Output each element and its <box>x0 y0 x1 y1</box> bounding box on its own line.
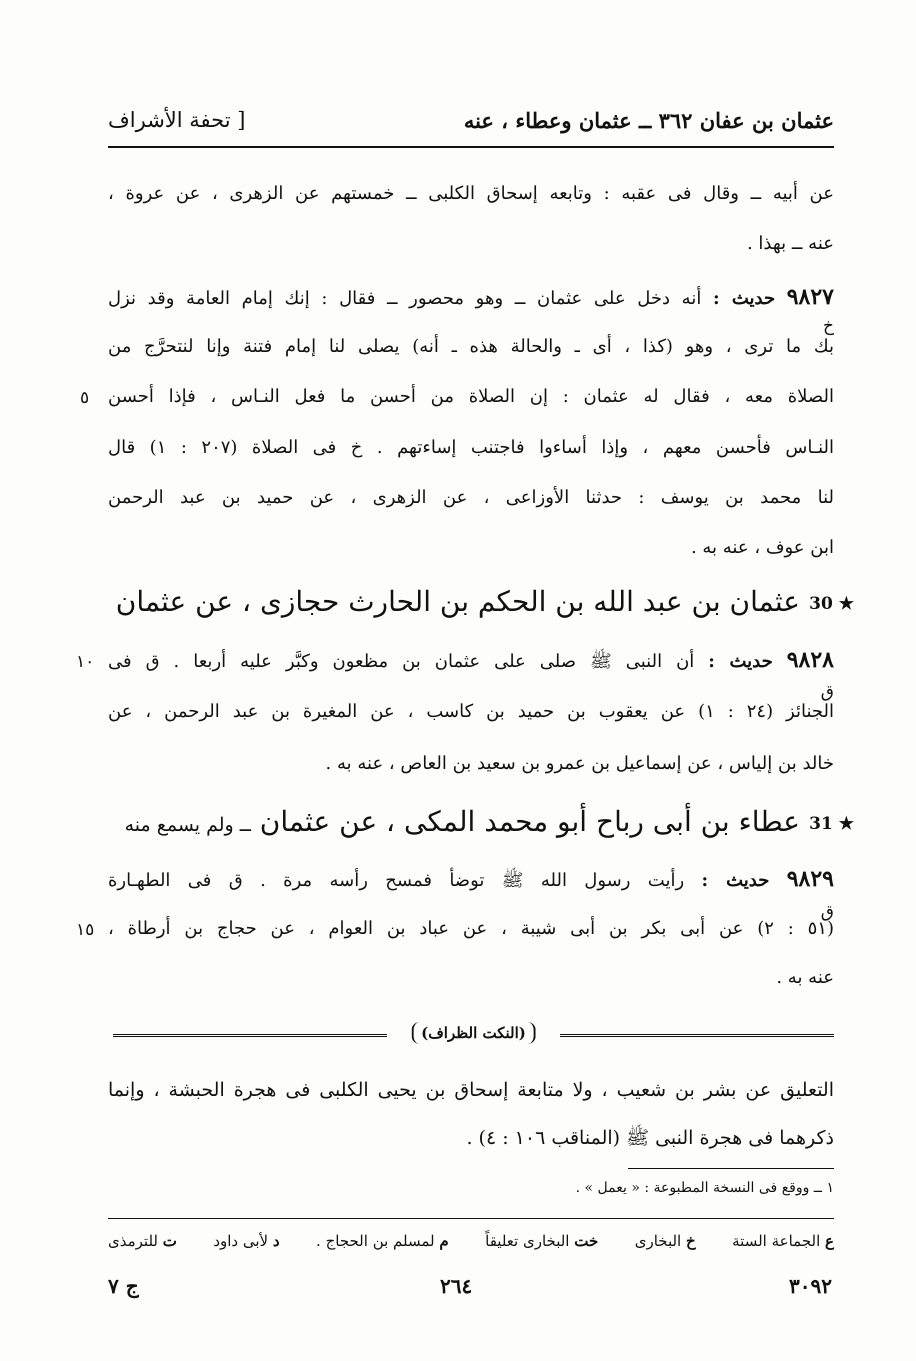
text-line: الصلاة معه ، فقال له عثمان : إن الصلاة من أحسن ما فعل النـاس ، فإذا أحسن <box>108 386 834 407</box>
text-line: ابن عوف ، عنه به . <box>690 537 834 558</box>
hadith-keyword: حديث : <box>708 651 773 672</box>
text-line: خالد بن إلياس ، عن إسماعيل بن عمرو بن سعيد بن العاص ، عنه به . <box>325 753 834 774</box>
hadith-number: ٩٨٢٧ <box>786 284 834 310</box>
note-line: التعليق عن بشر بن شعيب ، ولا متابعة إسحاق بن يحيى الكلبى فى هجرة الحبشة ، وإنما <box>108 1079 834 1101</box>
section-number: 30 ★ <box>809 594 854 614</box>
abbreviation-key <box>108 1232 834 1250</box>
text-line: الجنائز (٢٤ : ١) عن يعقوب بن حميد بن كاسب ، عن المغيرة بن عبد الرحمن ، عن <box>108 701 834 722</box>
text-line: بك ما ترى ، وهو (كذا ، أى ـ والحالة هذه ـ أنه) يصلى لنا إمام فتنة وإنا لنتحرَّج من <box>108 336 834 357</box>
abbr-item: م لمسلم بن الحجاج . <box>316 1232 449 1250</box>
text-line: عنه به . <box>776 967 834 988</box>
text-line: (٥١ : ٢) عن أبى بكر بن أبى شيبة ، عن عباد بن العوام ، عن حجاج بن أرطاة ، <box>108 918 834 939</box>
hadith-text: أنه دخل على عثمان ــ وهو محصور ــ فقال : إنك إمام العامة وقد نزل <box>108 288 702 309</box>
abbr-item: خت البخارى تعليقاً <box>485 1232 599 1250</box>
header-title: عثمان بن عفان ٣٦٢ ــ عثمان وعطاء ، عنه <box>463 107 834 133</box>
siglum-9828: ق <box>820 682 834 702</box>
page-number: ٢٦٤ <box>440 1274 473 1298</box>
footnote: ١ ــ ووقع فى النسخة المطبوعة : « يعمل » . <box>575 1180 834 1196</box>
siglum-9829: ق <box>820 902 834 922</box>
hadith-number: ٩٨٢٨ <box>786 647 834 673</box>
abbr-item: د لأبى داود <box>213 1232 280 1250</box>
text-line: النـاس فأحسن معهم ، وإذا أساءوا فاجتنب إساءتهم . خ فى الصلاة (٢٠٧ : ١) قال <box>108 437 835 458</box>
hadith-number: ٩٨٢٩ <box>786 866 834 892</box>
siglum-9827: خ <box>823 316 834 336</box>
margin-line-number: ٥ <box>80 388 90 408</box>
sequence-number: ٣٠٩٢ <box>789 1274 832 1298</box>
hadith-keyword: حديث : <box>712 288 776 309</box>
footer-rule <box>108 1218 834 1219</box>
text-line: عنه ــ بهذا . <box>746 233 834 254</box>
section-title-note: ــ ولم يسمع منه <box>124 814 251 836</box>
text-line: عن أبيه ــ وقال فى عقبه : وتابعه إسحاق الكلبى ــ خمستهم عن الزهرى ، عن عروة ، <box>108 183 834 204</box>
section-number: 31 ★ <box>809 814 854 834</box>
margin-line-number: ١٠ <box>76 652 95 672</box>
text-line: لنا محمد بن يوسف : حدثنا الأوزاعى ، عن الزهرى ، عن حميد بن عبد الرحمن <box>108 487 834 508</box>
header-book-title: [ تحفة الأشراف <box>108 108 246 132</box>
section-title-text: عطاء بن أبى رباح أبو محمد المكى ، عن عثمان <box>259 805 800 838</box>
hadith-keyword: حديث : <box>701 870 770 891</box>
hadith-text: رأيت رسول الله ﷺ توضأ فمسح رأسه مرة . ق فى الطهـارة <box>108 870 685 891</box>
note-line: ذكرهما فى هجرة النبى ﷺ (المناقب ١٠٦ : ٤) . <box>466 1127 834 1149</box>
hadith-text: أن النبى ﷺ صلى على عثمان بن مظعون وكبَّر عليه أربعا . ق فى <box>108 651 695 672</box>
abbr-item: ت للترمذى <box>108 1232 177 1250</box>
volume-number: ج ٧ <box>108 1274 139 1298</box>
notes-text <box>108 0 834 1361</box>
abbr-item: خ البخارى <box>634 1232 696 1250</box>
footnote-rule <box>628 1168 834 1169</box>
section-title-30: عثمان بن عبد الله بن الحكم بن الحارث حجازى ، عن عثمان <box>115 585 800 618</box>
margin-line-number: ١٥ <box>76 920 95 940</box>
divider-label: (النكت الظراف) <box>411 1022 536 1044</box>
abbr-item: ع الجماعة الستة <box>732 1232 834 1250</box>
